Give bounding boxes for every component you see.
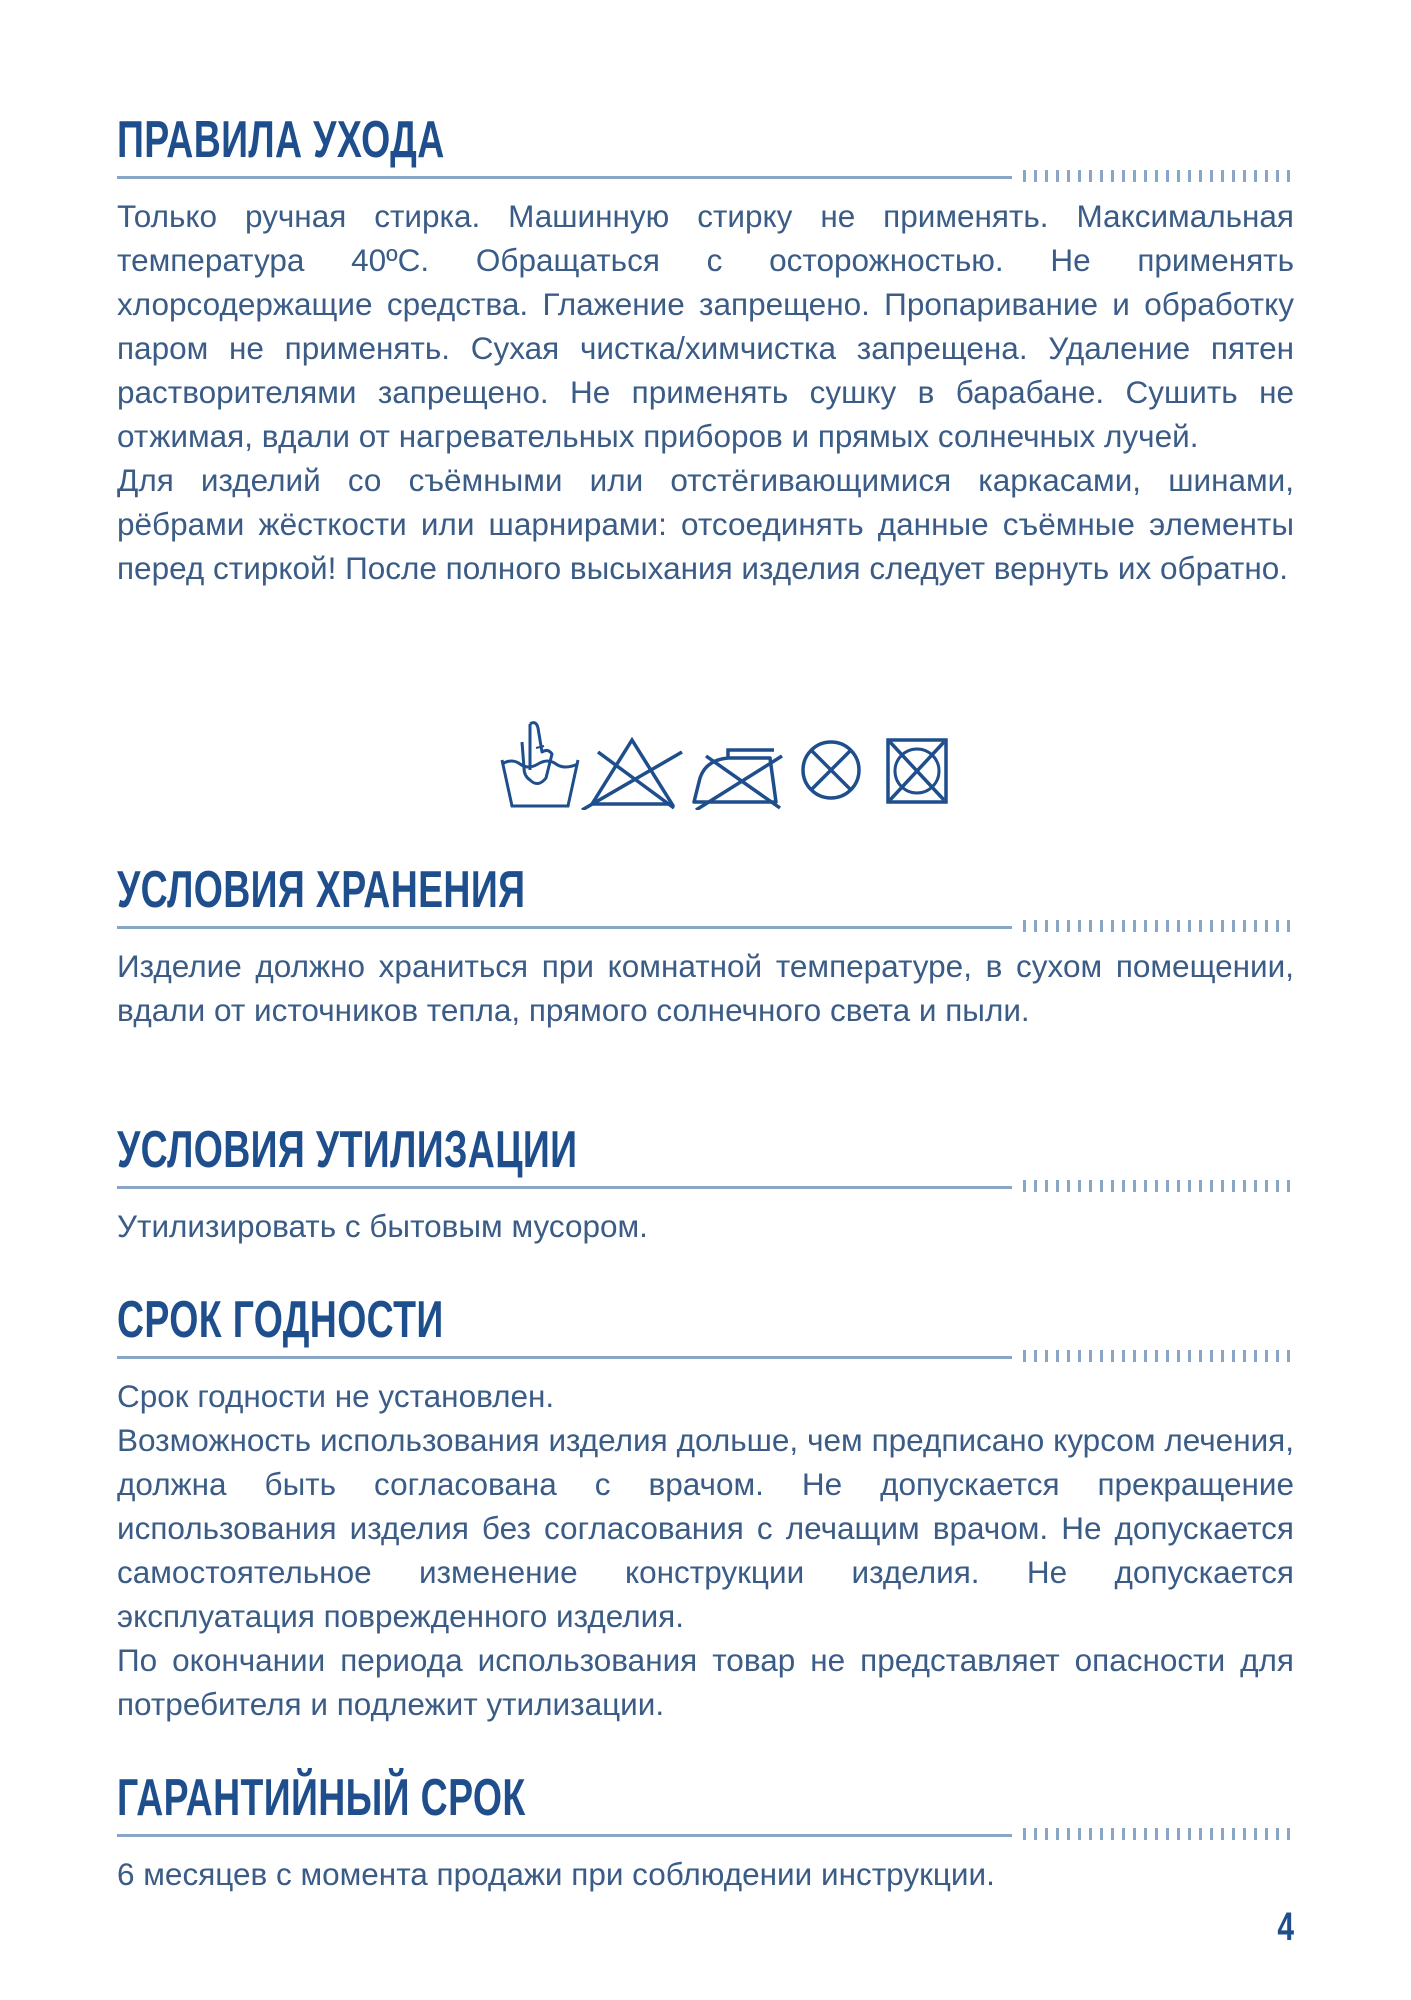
storage-heading: УСЛОВИЯ ХРАНЕНИЯ <box>117 861 526 919</box>
section-divider <box>117 1350 1294 1366</box>
care-paragraph-1: Только ручная стирка. Машинную стирку не применять. Максимальная температура 40ºС. Обращаться с осторожностью. Не применять хлорсодержащие средства. Глажение запрещено. Пропаривание и обработку паром не применять. Сухая чистка/химчистка запрещена. Удаление пятен растворителями запрещено. Не применять сушку в барабане. Сушить не отжимая, вдали от нагревательных приборов и прямых солнечных лучей. <box>117 198 1294 454</box>
no-iron-icon <box>688 718 786 810</box>
warranty-paragraph-1: 6 месяцев с момента продажи при соблюдении инструкции. <box>117 1856 995 1892</box>
no-bleach-icon <box>578 718 688 810</box>
storage-text <box>117 944 1294 1032</box>
care-heading: ПРАВИЛА УХОДА <box>117 111 445 169</box>
warranty-text <box>117 1852 1294 1896</box>
section-divider <box>117 1828 1294 1844</box>
warranty-section <box>117 1768 1294 1896</box>
disposal-paragraph-1: Утилизировать с бытовым мусором. <box>117 1208 648 1244</box>
shelf-life-section <box>117 1290 1294 1726</box>
shelf-life-heading: СРОК ГОДНОСТИ <box>117 1291 444 1349</box>
section-divider <box>117 1180 1294 1196</box>
section-divider <box>117 170 1294 186</box>
shelf-life-text <box>117 1374 1294 1726</box>
page-number: 4 <box>1277 1905 1294 1949</box>
hand-wash-icon <box>498 718 584 810</box>
shelf-life-paragraph-1: Срок годности не установлен. <box>117 1378 555 1414</box>
warranty-heading: ГАРАНТИЙНЫЙ СРОК <box>117 1769 526 1827</box>
care-symbols <box>498 718 953 810</box>
no-tumble-dry-icon <box>884 718 950 810</box>
section-divider <box>117 920 1294 936</box>
disposal-section <box>117 1120 1294 1248</box>
no-dry-clean-icon <box>798 718 864 810</box>
shelf-life-paragraph-2: Возможность использования изделия дольше, чем предписано курсом лечения, должна быть согласована с врачом. Не допускается прекращение использования изделия без согласования с лечащим врачом. Не допускается самостоятельное изменение конструкции изделия. Не допускается эксплуатация поврежденного изделия. <box>117 1422 1294 1634</box>
disposal-heading: УСЛОВИЯ УТИЛИЗАЦИИ <box>117 1121 578 1179</box>
care-text <box>117 194 1294 590</box>
care-section <box>117 110 1294 590</box>
shelf-life-paragraph-3: По окончании периода использования товар не представляет опасности для потребителя и подлежит утилизации. <box>117 1642 1294 1722</box>
disposal-text <box>117 1204 1294 1248</box>
storage-paragraph-1: Изделие должно храниться при комнатной температуре, в сухом помещении, вдали от источников тепла, прямого солнечного света и пыли. <box>117 948 1294 1028</box>
care-paragraph-2: Для изделий со съёмными или отстёгивающимися каркасами, шинами, рёбрами жёсткости или шарнирами: отсоединять данные съёмные элементы перед стиркой! После полного высыхания изделия следует вернуть их обратно. <box>117 462 1294 586</box>
storage-section <box>117 860 1294 1032</box>
